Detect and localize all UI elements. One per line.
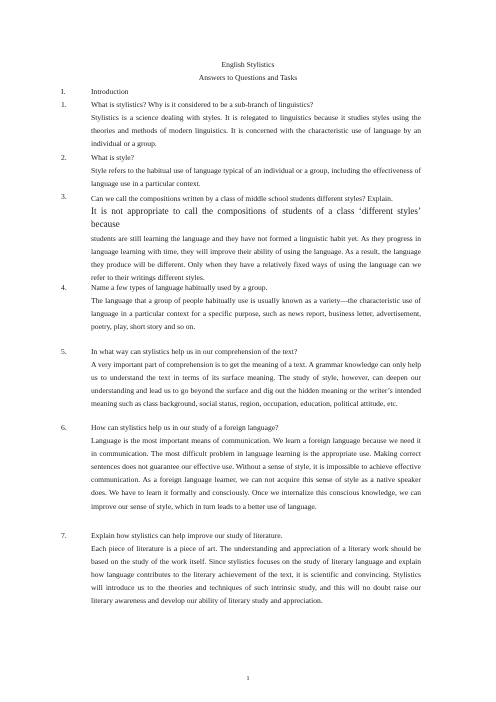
answer-lead-text: It is not appropriate to call the compositions of students of a class ‘different styles’ because — [91, 206, 421, 230]
document-title: English Stylistics — [221, 60, 275, 69]
question-number: 4. — [61, 283, 67, 292]
question-line — [61, 153, 421, 164]
answer-text: Language is the most important means of communication. We learn a foreign language because we need it in communication. The most difficult problem in language learning is the appropriate use. Making correct sentences does not guarantee our effective use. Without a sense of style, it is impossible to achieve effective communication. As a foreign language learner, we can not acquire this sense of style as a native speaker does. We have to learn it formally and consciously. Once we internalize this conscious knowledge, we can improve our sense of style, which in turn leads to a better use of language. — [91, 435, 421, 511]
answer-text: A very important part of comprehension is to get the meaning of a text. A grammar knowledge can only help us to understand the text in terms of its surface meaning. The study of style, however, can deepen our understanding and lead us to go beyond the surface and dig out the hidden meaning or the writer’s intended meaning such as class background, social status, region, occupation, education, political attitude, etc. — [91, 359, 421, 409]
question-line — [61, 283, 421, 294]
answer-text: Stylistics is a science dealing with styles. It is relegated to linguistics because it studies styles using the theories and methods of modern linguistics. It is concerned with the characteristic use of language by an individual or a group. — [91, 112, 421, 148]
question-item-6 — [61, 423, 421, 513]
answer-text: students are still learning the language and they have not formed a linguistic habit yet. As they progress in language learning with time, they will improve their ability of using the language. As a result, the language they produce will be different. Only when they have a relatively fixed ways of using the language can we refer to their writings different styles. — [91, 233, 421, 283]
question-number: 5. — [61, 347, 67, 356]
question-number: 1. — [61, 100, 67, 109]
question-line — [61, 347, 421, 358]
question-item-3 — [61, 192, 421, 284]
question-text: What is style? — [91, 153, 135, 162]
question-text: Explain how stylistics can help improve our study of literature. — [91, 531, 283, 540]
question-text: What is stylistics? Why is it considered to be a sub-branch of linguistics? — [91, 100, 314, 109]
question-item-7 — [61, 531, 421, 608]
question-item-2 — [61, 153, 421, 190]
question-number: 2. — [61, 153, 67, 162]
section-heading — [61, 87, 129, 97]
document-subtitle: Answers to Questions and Tasks — [198, 73, 298, 82]
page-number: 1 — [246, 675, 250, 682]
question-line — [61, 192, 421, 205]
question-line — [61, 100, 421, 111]
question-text: How can stylistics help us in our study of a foreign language? — [91, 423, 279, 432]
question-text: Name a few types of language habitually used by a group. — [91, 283, 268, 292]
answer-text: Style refers to the habitual use of language typical of an individual or a group, including the effectiveness of language use in a particular context. — [91, 165, 421, 188]
question-text: Can we call the compositions written by a class of middle school students different styles? Explain. — [91, 194, 393, 203]
question-item-1 — [61, 100, 421, 150]
section-number: I. — [61, 87, 66, 96]
question-number: 3. — [61, 192, 67, 201]
question-number: 6. — [61, 423, 67, 432]
question-item-4 — [61, 283, 421, 333]
question-number: 7. — [61, 531, 67, 540]
question-line — [61, 531, 421, 542]
section-label: Introduction — [91, 87, 129, 96]
question-line — [61, 423, 421, 434]
answer-text: Each piece of literature is a piece of art. The understanding and appreciation of a literary work should be based on the study of the work itself. Since stylistics focuses on the study of literary language and explain how language contributes to the literary achievement of the text, it is scientific and convincing. Stylistics will introduce us to the theories and techniques of such intrinsic study, and this will no doubt raise our literary awareness and develop our ability of literary study and appreciation. — [91, 543, 421, 606]
question-text: In what way can stylistics help us in our comprehension of the text? — [91, 347, 298, 356]
answer-text: The language that a group of people habitually use is usually known as a variety—the characteristic use of language in a particular context for a specific purpose, such as news report, business letter, advertisement, poetry, play, short story and so on. — [91, 295, 421, 331]
question-item-5 — [61, 347, 421, 410]
